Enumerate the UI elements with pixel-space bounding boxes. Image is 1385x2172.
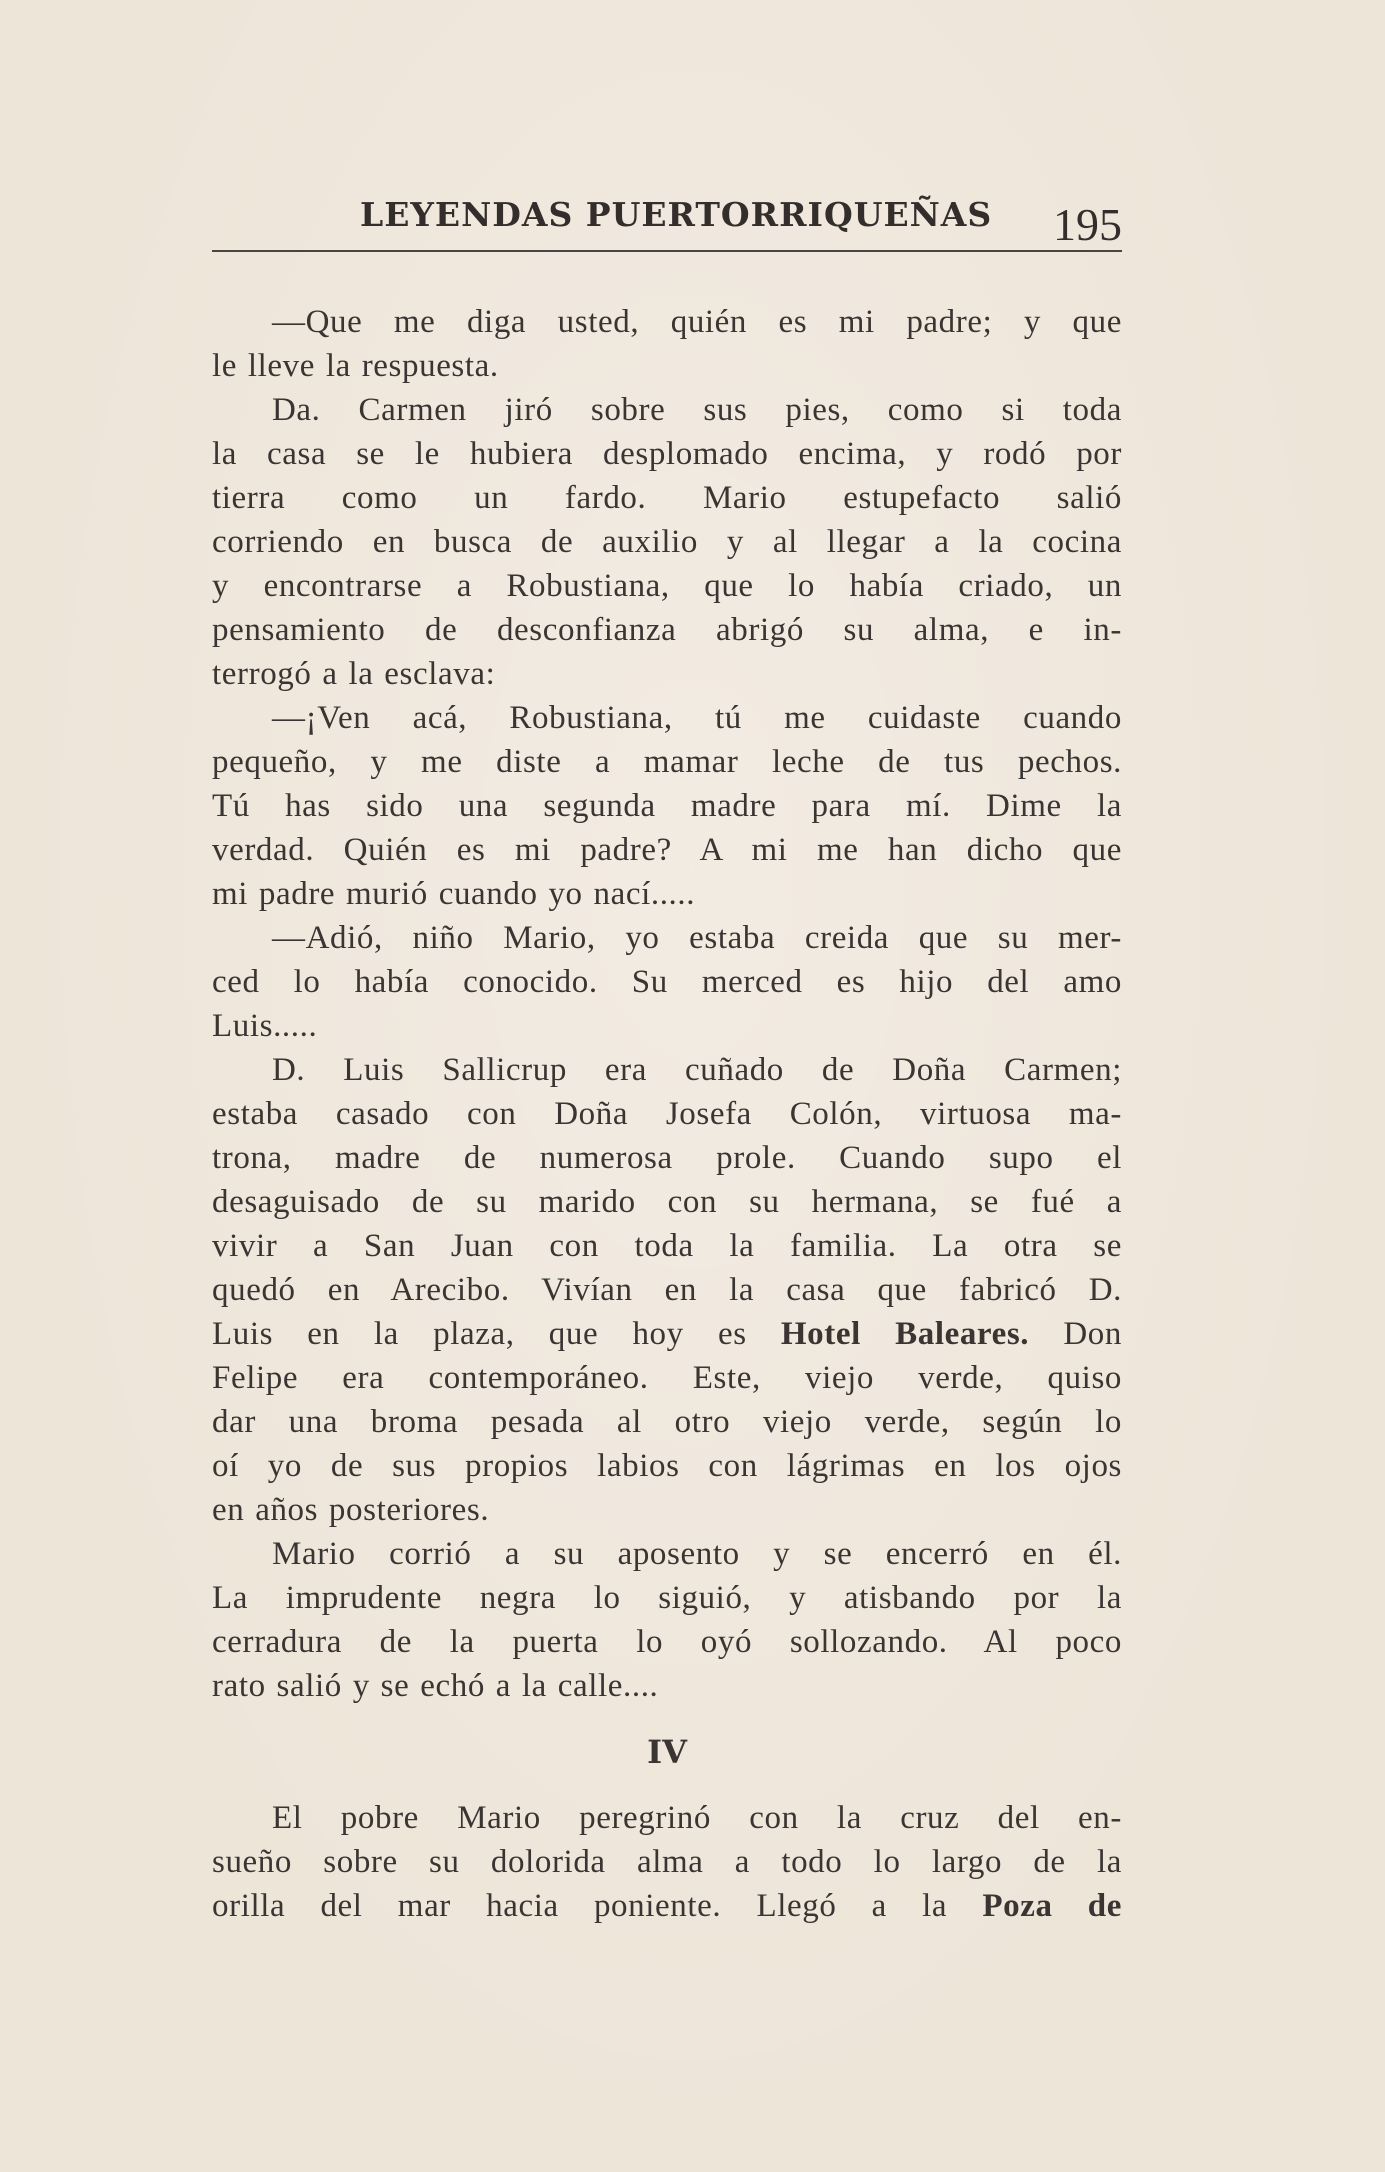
running-title: LEYENDAS PUERTORRIQUEÑAS <box>360 195 993 234</box>
text-line: Da. Carmen jiró sobre sus pies, como si toda <box>272 392 1122 428</box>
text-line: terrogó a la esclava: <box>212 656 496 692</box>
text-line: La imprudente negra lo siguió, y atisbando por la <box>212 1580 1122 1616</box>
text-line: cerradura de la puerta lo oyó sollozando. Al poco <box>212 1624 1122 1660</box>
text-line: la casa se le hubiera desplomado encima, y rodó por <box>212 436 1122 472</box>
header-rule <box>212 250 1122 252</box>
text-line: verdad. Quién es mi padre? A mi me han dicho que <box>212 832 1122 868</box>
text-line: mi padre murió cuando yo nací..... <box>212 876 696 912</box>
text-fragment: orilla del mar hacia poniente. Llegó a la <box>212 1888 948 1924</box>
text-line: pensamiento de desconfianza abrigó su alma, e in- <box>212 612 1122 648</box>
text-line: ced lo había conocido. Su merced es hijo del amo <box>212 964 1122 1000</box>
text-line: Felipe era contemporáneo. Este, viejo verde, quiso <box>212 1360 1122 1396</box>
text-line: oí yo de sus propios labios con lágrimas en los ojos <box>212 1448 1122 1484</box>
text-line: quedó en Arecibo. Vivían en la casa que fabricó D. <box>212 1272 1122 1308</box>
text-line: corriendo en busca de auxilio y al llegar a la cocina <box>212 524 1122 560</box>
page-number: 195 <box>1053 199 1122 250</box>
text-line: —Adió, niño Mario, yo estaba creida que su mer- <box>272 920 1122 956</box>
text-line: Luis..... <box>212 1008 318 1044</box>
text-line: El pobre Mario peregrinó con la cruz del en- <box>272 1800 1122 1836</box>
text-line: Tú has sido una segunda madre para mí. Dime la <box>212 788 1122 824</box>
text-line: dar una broma pesada al otro viejo verde, según lo <box>212 1404 1122 1440</box>
text-line: tierra como un fardo. Mario estupefacto salió <box>212 480 1122 516</box>
text-line: trona, madre de numerosa prole. Cuando supo el <box>212 1140 1122 1176</box>
text-fragment: Luis en la plaza, que hoy es <box>212 1316 747 1352</box>
text-line <box>212 1312 1122 1356</box>
text-line: y encontrarse a Robustiana, que lo había criado, un <box>212 568 1122 604</box>
text-line <box>212 1884 1122 1928</box>
text-line: desaguisado de su marido con su hermana, se fué a <box>212 1184 1122 1220</box>
text-line: rato salió y se echó a la calle.... <box>212 1668 659 1704</box>
page-header <box>212 180 1122 260</box>
text-line: D. Luis Sallicrup era cuñado de Doña Carmen; <box>272 1052 1122 1088</box>
text-line: vivir a San Juan con toda la familia. La otra se <box>212 1228 1122 1264</box>
body-text <box>212 300 1122 1928</box>
hotel-name: Hotel Baleares. <box>780 1316 1030 1352</box>
text-line: estaba casado con Doña Josefa Colón, virtuosa ma- <box>212 1096 1122 1132</box>
section-heading: IV <box>647 1733 687 1771</box>
text-line: sueño sobre su dolorida alma a todo lo largo de la <box>212 1844 1122 1880</box>
text-line: en años posteriores. <box>212 1492 490 1528</box>
text-line: le lleve la respuesta. <box>212 348 499 384</box>
text-fragment: Don <box>1063 1316 1122 1352</box>
text-line: —¡Ven acá, Robustiana, tú me cuidaste cuando <box>272 700 1122 736</box>
text-line: pequeño, y me diste a mamar leche de tus pechos. <box>212 744 1122 780</box>
text-line: —Que me diga usted, quién es mi padre; y que <box>272 304 1122 340</box>
place-name: Poza de <box>982 1888 1122 1924</box>
text-line: Mario corrió a su aposento y se encerró en él. <box>272 1536 1122 1572</box>
